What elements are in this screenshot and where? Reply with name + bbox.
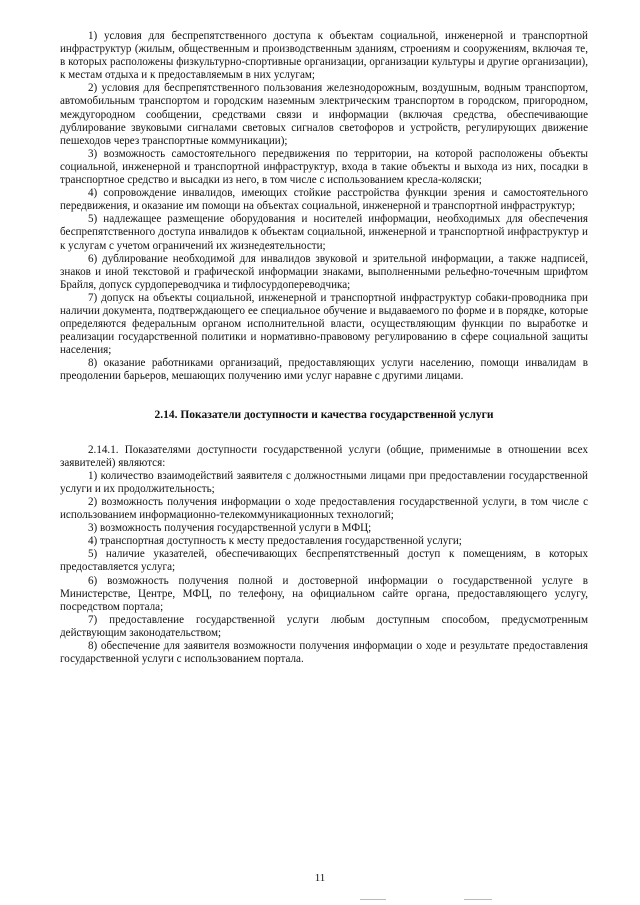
accessibility-conditions-list <box>60 30 588 384</box>
list-item: 8) оказание работниками организаций, предоставляющих услуги населению, помощи инвалидам в преодолении барьеров, мешающих получению ими услуг наравне с другими лицами. <box>60 357 588 383</box>
list-item: 7) допуск на объекты социальной, инженерной и транспортной инфраструктур собаки-проводника при наличии документа, подтверждающего ее специальное обучение и выдаваемого по форме и в порядке, которые определяются федеральным органом исполнительной власти, осуществляющим функции по выработке и реализации государственной политики и нормативно-правовому регулированию в сфере социальной защиты населения; <box>60 291 588 357</box>
list-item: 5) надлежащее размещение оборудования и носителей информации, необходимых для обеспечения беспрепятственного доступа инвалидов к объектам социальной, инженерной и транспортной инфраструктур и к услугам с учетом ограничений их жизнедеятельности; <box>60 213 588 252</box>
list-item: 6) возможность получения полной и достоверной информации о государственной услуге в Министерстве, Центре, МФЦ, по телефону, на официальном сайте органа, предоставляющего услугу, посредством портала; <box>60 574 588 613</box>
list-item: 6) дублирование необходимой для инвалидов звуковой и зрительной информации, а также надписей, знаков и иной текстовой и графической информации знаками, выполненными рельефно-точечным шрифтом Брайля, допуск сурдопереводчика и тифлосурдопереводчика; <box>60 252 588 291</box>
list-item: 2) возможность получения информации о ходе предоставления государственной услуги, в том числе с использованием информационно-телекоммуникационных технологий; <box>60 496 588 522</box>
scan-artifact-line <box>464 899 492 900</box>
list-item: 3) возможность получения государственной услуги в МФЦ; <box>88 522 372 535</box>
list-item: 4) сопровождение инвалидов, имеющих стойкие расстройства функции зрения и самостоятельного передвижения, и оказание им помощи на объектах социальной, инженерной и транспортной инфраструктур; <box>60 187 588 213</box>
list-item: 7) предоставление государственной услуги любым доступным способом, предусмотренным действующим законодательством; <box>60 613 588 639</box>
list-item: 5) наличие указателей, обеспечивающих беспрепятственный доступ к помещениям, в которых предоставляется услуга; <box>60 548 588 574</box>
page-number: 11 <box>314 872 326 884</box>
list-item: 2) условия для беспрепятственного пользования железнодорожным, воздушным, водным транспортом, автомобильным транспортом и городским наземным электрическим транспортом в городском, пригородном, междугородном сообщении, средствами связи и информации (включая средства, обеспечивающие дублирование звуковыми сигналами световых сигналов светофоров и устройств, регулирующих движение пешеходов через транспортные коммуникации); <box>60 82 588 147</box>
list-item: 8) обеспечение для заявителя возможности получения информации о ходе и результате предоставления государственной услуги с использованием портала. <box>60 640 588 666</box>
list-item: 4) транспортная доступность к месту предоставления государственной услуги; <box>88 535 462 548</box>
list-item: 1) условия для беспрепятственного доступа к объектам социальной, инженерной и транспортной инфраструктур (жилым, общественным и производственным зданиям, строениям и сооружениям, включая те, в которых расположены физкультурно-спортивные организации, организации культуры и другие организации), к местам отдыха и к предоставляемым в них услугам; <box>60 30 588 82</box>
section-heading: 2.14. Показатели доступности и качества государственной услуги <box>154 408 494 421</box>
scan-artifact-line <box>360 899 386 900</box>
list-item: 1) количество взаимодействий заявителя с должностными лицами при предоставлении государственной услуги и их продолжительность; <box>60 469 588 495</box>
section-intro: 2.14.1. Показателями доступности государственной услуги (общие, применимые в отношении всех заявителей) являются: <box>60 443 588 469</box>
list-item: 3) возможность самостоятельного передвижения по территории, на которой расположены объекты социальной, инженерной и транспортной инфраструктур, входа в такие объекты и выхода из них, посадки в транспортное средство и высадки из него, в том числе с использованием кресла-коляски; <box>60 147 588 187</box>
accessibility-indicators-list <box>60 444 588 667</box>
document-page <box>60 30 588 666</box>
